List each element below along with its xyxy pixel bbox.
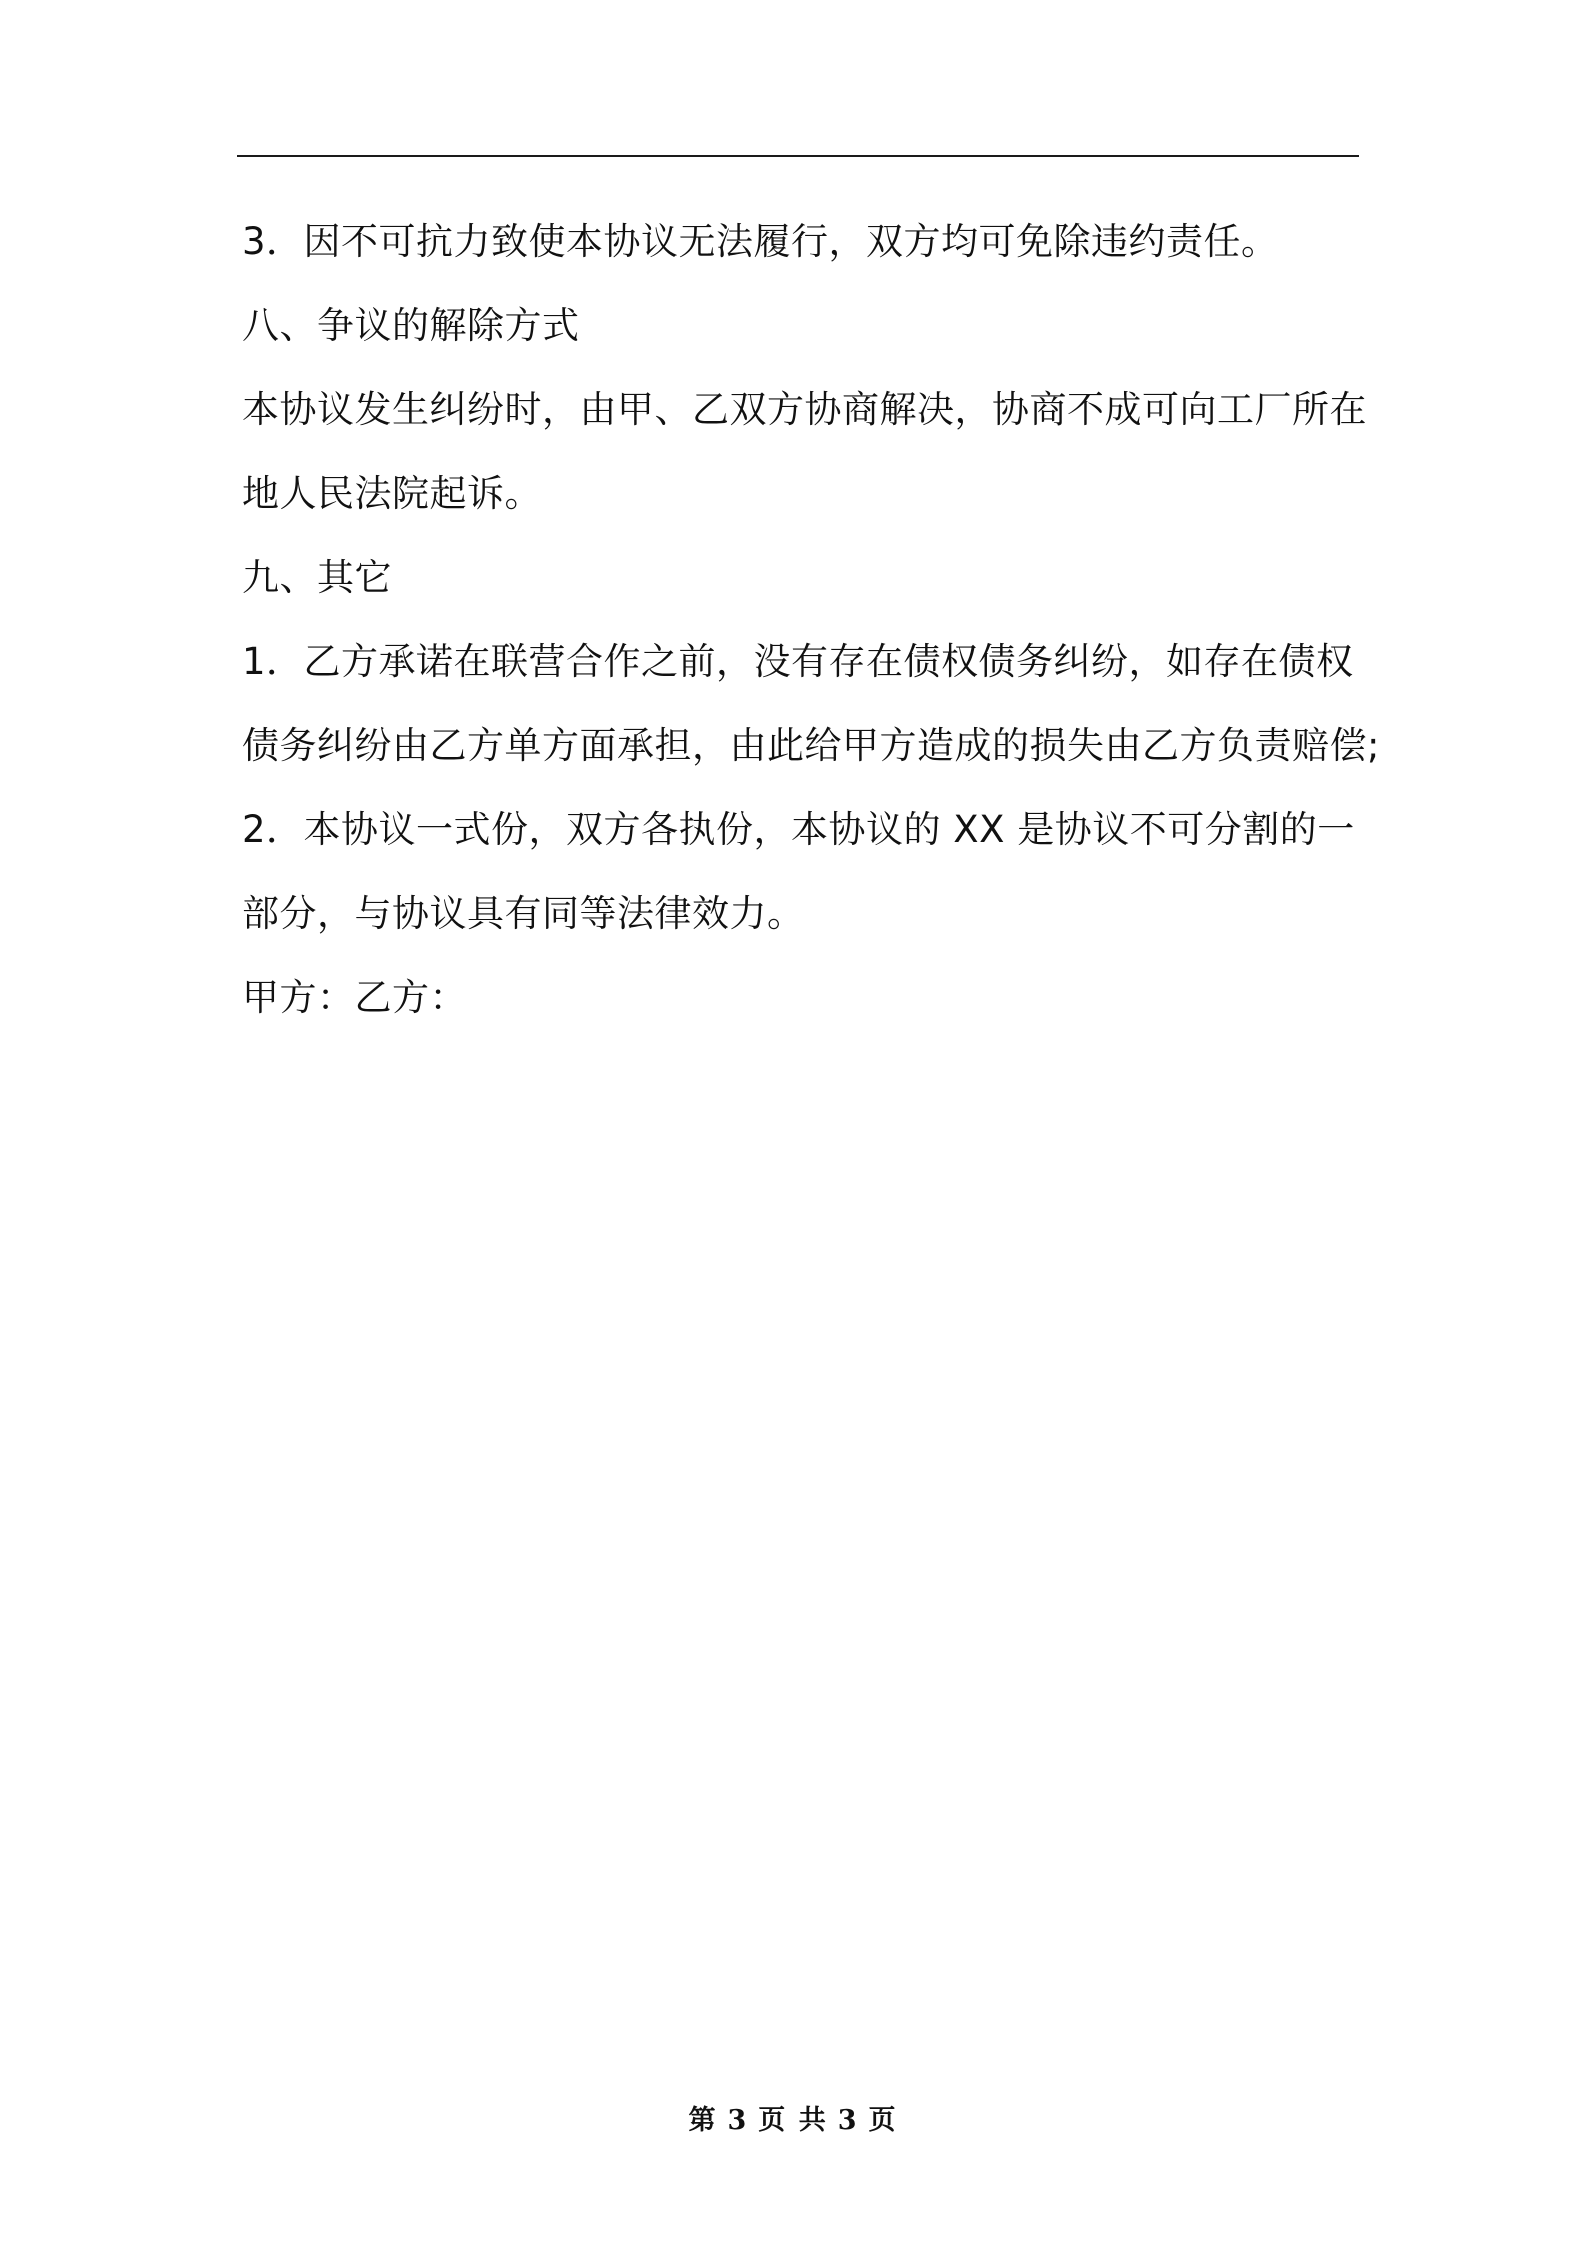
footer-suffix: 页 [868,2105,898,2136]
footer-current-page: 3 [727,2105,749,2136]
footer-prefix: 第 [688,2105,718,2136]
clause-8-3: 3．因不可抗力致使本协议无法履行，双方均可免除违约责任。 [242,220,1279,263]
page-footer [0,2098,1586,2137]
clause-9-1-line-1: 1．乙方承诺在联营合作之前，没有存在债权债务纠纷，如存在债权 [242,640,1354,683]
document-body [242,200,1380,1040]
header-rule [237,155,1359,157]
section-heading-9: 九、其它 [242,556,392,599]
paragraph-dispute-line-1: 本协议发生纠纷时，由甲、乙双方协商解决，协商不成可向工厂所在 [242,388,1367,431]
section-heading-8: 八、争议的解除方式 [242,304,580,347]
signature-line: 甲方：乙方： [242,976,467,1019]
paragraph-dispute-line-2: 地人民法院起诉。 [242,472,542,515]
clause-9-2-line-1: 2．本协议一式份，双方各执份，本协议的 XX 是协议不可分割的一 [242,808,1355,851]
clause-9-1-line-2: 债务纠纷由乙方单方面承担，由此给甲方造成的损失由乙方负责赔偿; [242,724,1380,767]
clause-9-2-line-2: 部分，与协议具有同等法律效力。 [242,892,805,935]
footer-middle: 页 共 [758,2105,828,2136]
footer-total-pages: 3 [837,2105,859,2136]
